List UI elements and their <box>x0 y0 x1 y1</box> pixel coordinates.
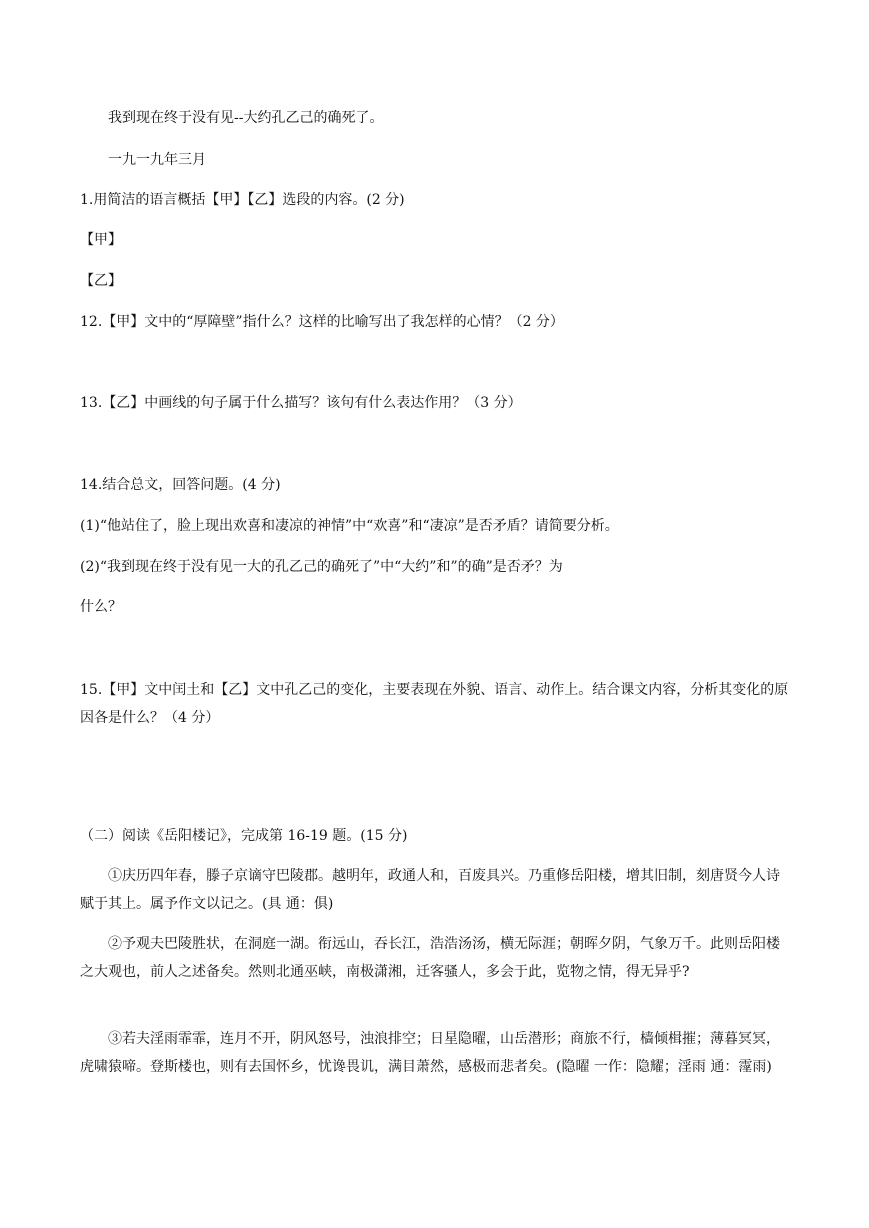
closing-line: 我到现在终于没有见--大约孔乙己的确死了。 <box>108 110 384 126</box>
question-14-part-2: (2)“我到现在终于没有见一大的孔乙己的确死了”中“大约”和”的确”是否矛？为 <box>80 559 563 575</box>
passage-paragraph-3: ③若夫淫雨霏霏，连月不开，阴风怒号，浊浪排空；日星隐曜，山岳潜形；商旅不行，樯倾楫摧；薄暮冥冥，虎啸猿啼。登斯楼也，则有去国怀乡，忧谗畏讥，满目萧然，感极而悲者矣。(隐曜 一作：隐耀；淫雨 通：霪雨) <box>80 1031 780 1075</box>
question-13: 13.【乙】中画线的句子属于什么描写？该句有什么表达作用？（3 分） <box>80 395 522 411</box>
question-14-part-1: (1)“他站住了，脸上现出欢喜和凄凉的神情”中“欢喜”和“凄凉”是否矛盾？请简要分析。 <box>80 518 619 534</box>
section-2-heading: （二）阅读《岳阳楼记》，完成第 16-19 题。(15 分) <box>80 828 408 844</box>
question-12: 12.【甲】文中的“厚障壁”指什么？这样的比喻写出了我怎样的心情？（2 分） <box>80 314 564 330</box>
question-14: 14.结合总文，回答问题。(4 分) <box>80 477 281 493</box>
question-1: 1.用简洁的语言概括【甲】【乙】选段的内容。(2 分) <box>80 192 405 208</box>
question-15: 15.【甲】文中闰土和【乙】文中孔乙己的变化，主要表现在外貌、语言、动作上。结合课文内容，分析其变化的原因各是什么？（4 分） <box>80 682 789 726</box>
passage-paragraph-1: ①庆历四年春，滕子京谪守巴陵郡。越明年，政通人和，百废具兴。乃重修岳阳楼，增其旧制，刻唐贤今人诗赋于其上。属予作文以记之。(具 通：俱) <box>80 868 780 912</box>
label-jia: 【甲】 <box>80 232 122 248</box>
passage-paragraph-2: ②予观夫巴陵胜状，在洞庭一湖。衔远山，吞长江，浩浩汤汤，横无际涯；朝晖夕阴，气象万千。此则岳阳楼之大观也，前人之述备矣。然则北通巫峡，南极潇湘，迁客骚人，多会于此，览物之情，得无异乎? <box>80 936 780 980</box>
question-14-part-2-cont: 什么？ <box>80 599 122 615</box>
label-yi: 【乙】 <box>80 273 122 289</box>
date-line: 一九一九年三月 <box>108 152 206 168</box>
